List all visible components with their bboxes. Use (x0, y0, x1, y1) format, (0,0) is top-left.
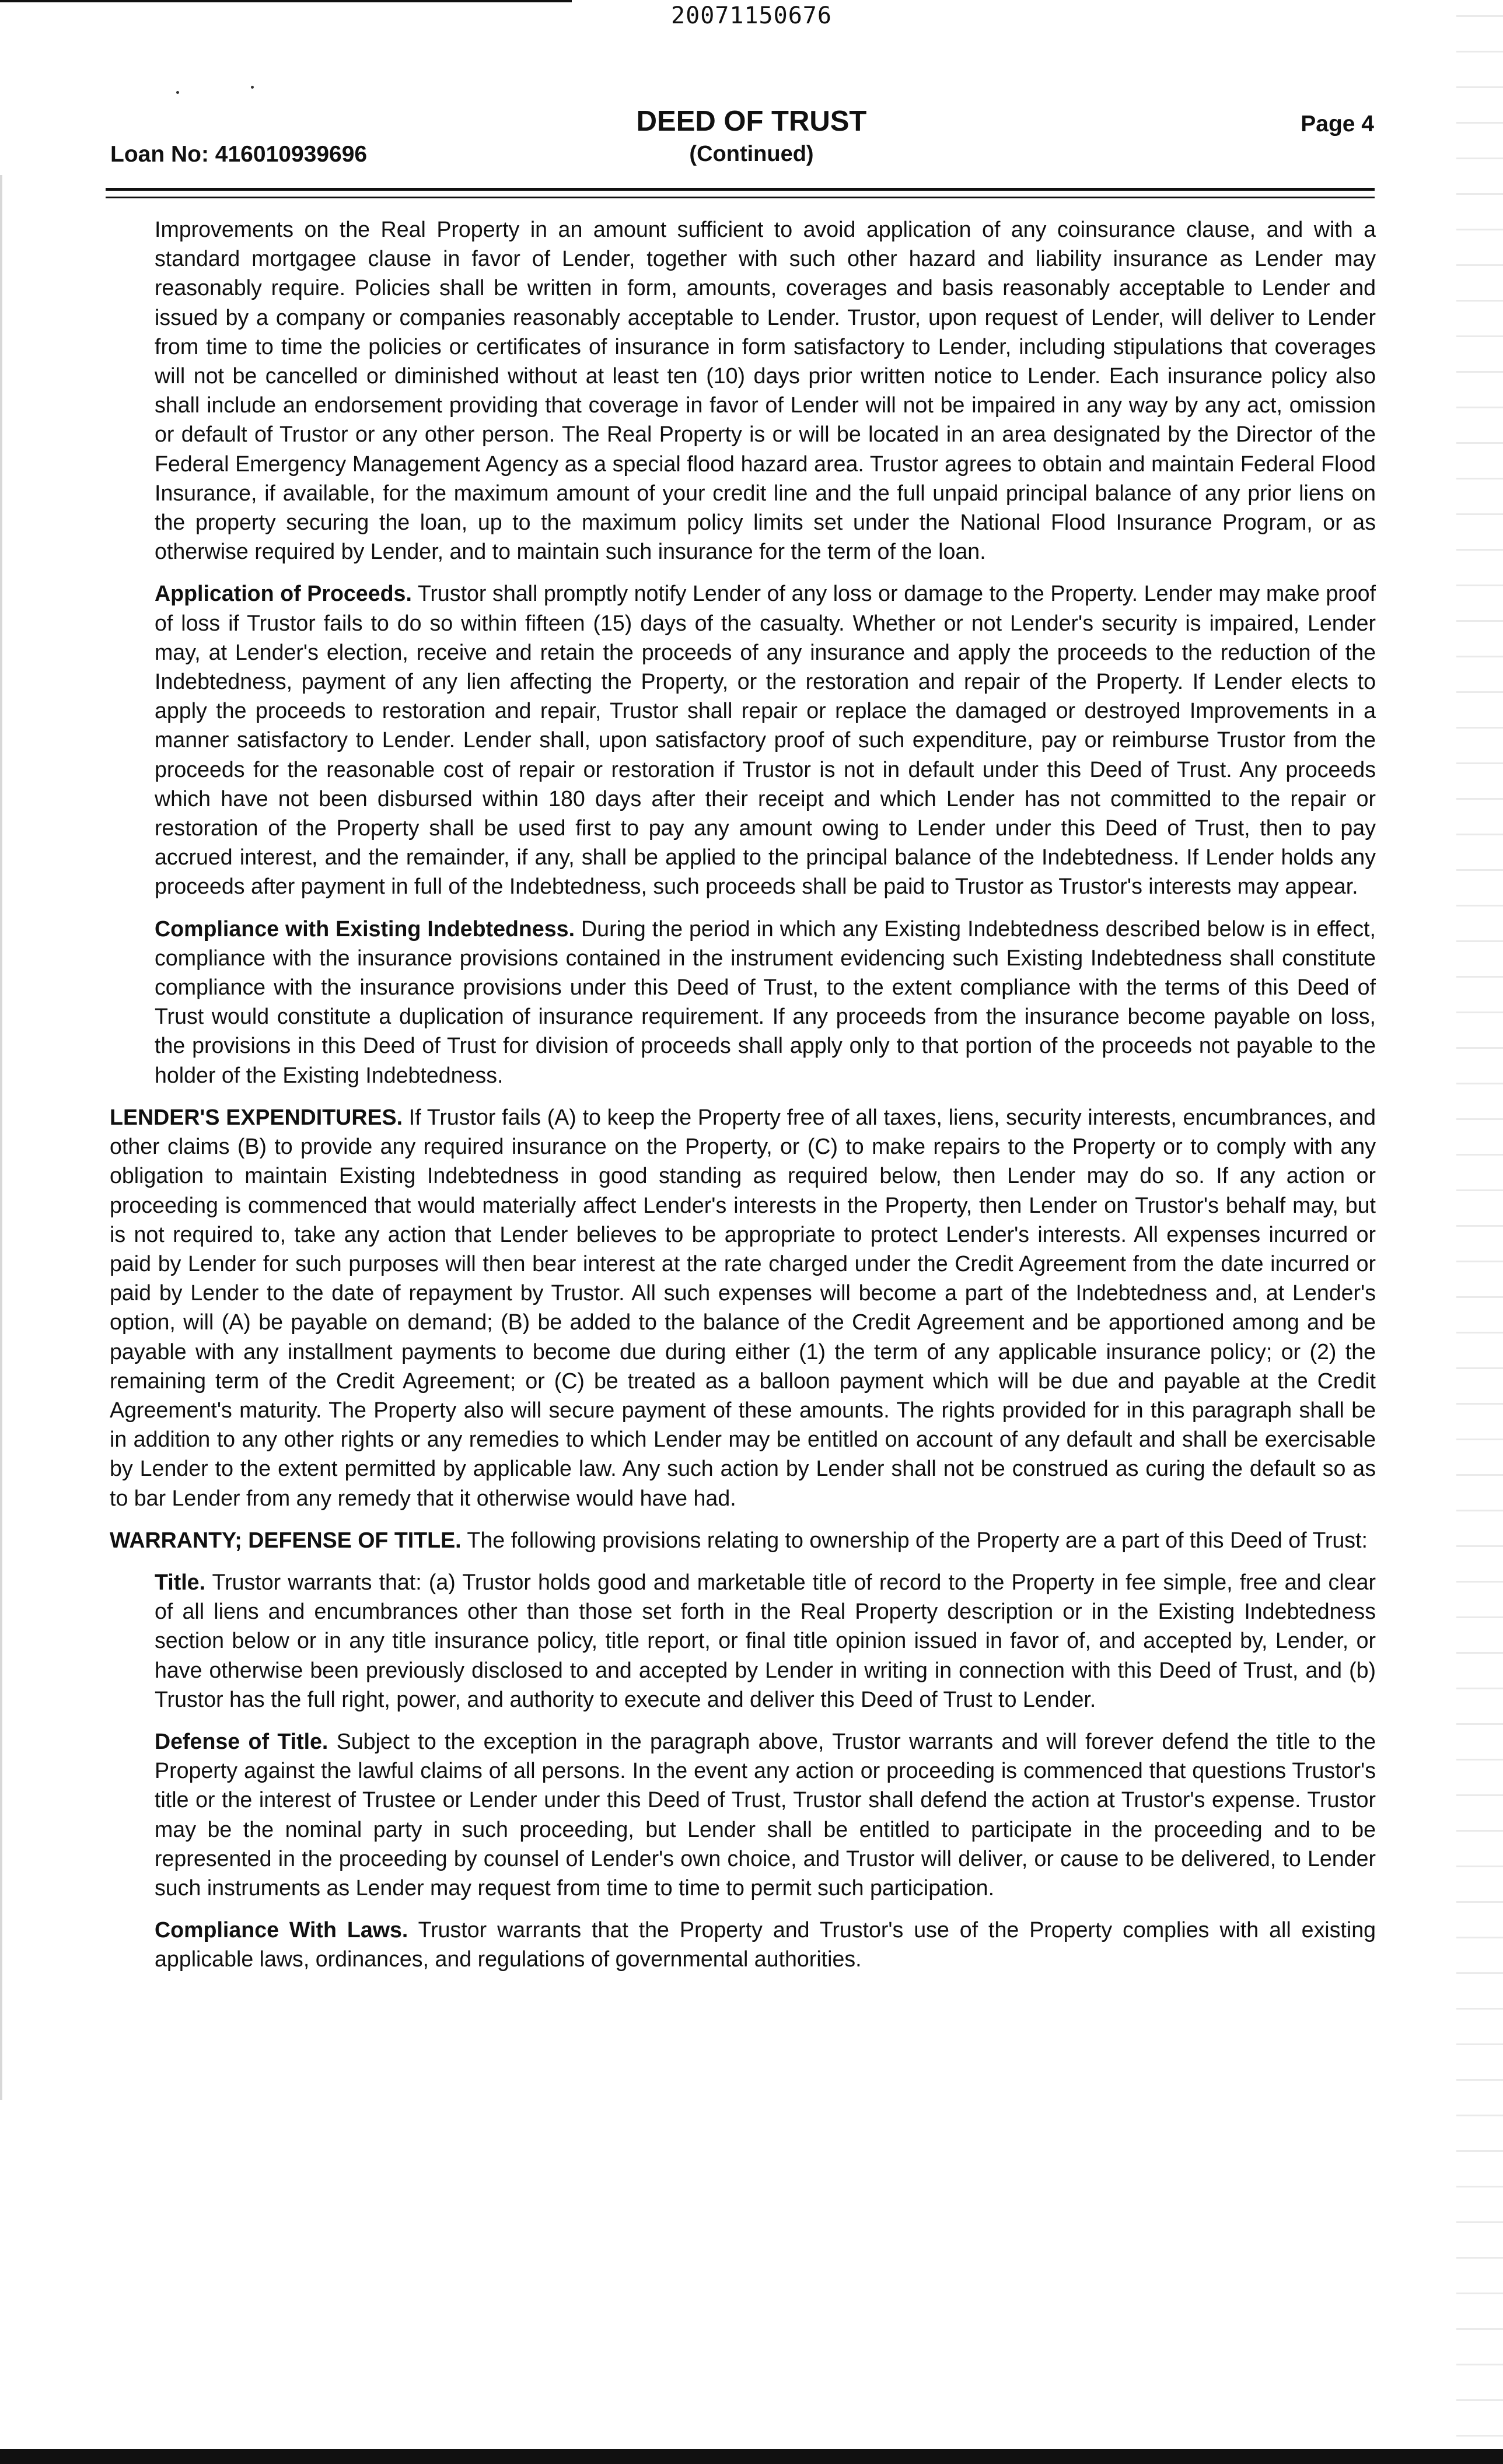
section-heading: Application of Proceeds. (155, 581, 412, 606)
scan-speck (251, 86, 254, 89)
title-paragraph (110, 1567, 1376, 1714)
warranty-defense-title-paragraph (110, 1525, 1376, 1555)
paragraph-text: Trustor shall promptly notify Lender of any loss or damage to the Property. Lender may make proof of loss if Trustor fails to do so within fifteen (15) days of the casualty. Whether or not Lender's security is impaired, Lender may, at Lender's election, receive and retain the proceeds of any insurance and apply the proceeds to the reduction of the Indebtedness, payment of any lien affecting the Property, or the restoration and repair of the Property. If Lender elects to apply the proceeds to restoration and repair, Trustor shall repair or replace the damaged or destroyed Improvements in a manner satisfactory to Lender. Lender shall, upon satisfactory proof of such expenditure, pay or reimburse Trustor from the proceeds for the reasonable cost of repair or restoration if Trustor is not in default under this Deed of Trust. Any proceeds which have not been disbursed within 180 days after their receipt and which Lender has not committed to the repair or restoration of the Property shall be used first to pay any amount owing to Lender under this Deed of Trust, then to pay accrued interest, and the remainder, if any, shall be applied to the principal balance of the Indebtedness. If Lender holds any proceeds after payment in full of the Indebtedness, such proceeds shall be paid to Trustor as Trustor's interests may appear. (155, 581, 1376, 899)
section-heading: LENDER'S EXPENDITURES. (110, 1104, 403, 1129)
section-heading: Compliance With Laws. (155, 1917, 408, 1943)
paragraph-text: Subject to the exception in the paragraph above, Trustor warrants and will forever defend the title to the Property against the lawful claims of all persons. In the event any action or proceeding is commenced that questions Trustor's title or the interest of Trustee or Lender under this Deed of Trust, Trustor shall defend the action at Trustor's expense. Trustor may be the nominal party in such proceeding, but Lender shall be entitled to participate in the proceeding and to be represented in the proceeding by counsel of Lender's own choice, and Trustor will deliver, or cause to be delivered, to Lender such instruments as Lender may request from time to time to permit such participation. (155, 1728, 1376, 1900)
lenders-expenditures-paragraph (110, 1102, 1376, 1513)
document-body (110, 215, 1376, 1987)
paragraph-text: During the period in which any Existing Indebtedness described below is in effect, compliance with the insurance provisions contained in the instrument evidencing such Existing Indebtedness shall constitute compliance with the insurance provisions under this Deed of Trust, to the extent compliance with the terms of this Deed of Trust would constitute a duplication of insurance requirement. If any proceeds from the insurance become payable on loss, the provisions in this Deed of Trust for division of proceeds shall apply only to that portion of the proceeds not payable to the holder of the Existing Indebtedness. (155, 916, 1376, 1087)
section-heading: Defense of Title. (155, 1728, 328, 1754)
document-title: DEED OF TRUST (636, 106, 867, 137)
section-heading: Title. (155, 1569, 206, 1594)
document-subtitle: (Continued) (689, 142, 814, 166)
paragraph-text: If Trustor fails (A) to keep the Property free of all taxes, liens, security interests, encumbrances, and other claims (B) to provide any required insurance on the Property, or (C) to make repairs to the Property or to comply with any obligation to maintain Existing Indebtedness in good standing as required below, then Lender may do so. If any action or proceeding is commenced that would materially affect Lender's interests in the Property, then Lender on Trustor's behalf may, but is not required to, take any action that Lender believes to be appropriate to protect Lender's interests. All expenses incurred or paid by Lender for such purposes will then bear interest at the rate charged under the Credit Agreement from the date incurred or paid by Lender to the date of repayment by Trustor. All such expenses will become a part of the Indebtedness and, at Lender's option, will (A) be payable on demand; (B) be added to the balance of the Credit Agreement and be apportioned among and be payable with any installment payments to become due during either (1) the term of any applicable insurance policy; or (2) the remaining term of the Credit Agreement; or (C) be treated as a balloon payment which will be due and payable at the Credit Agreement's maturity. The Property also will secure payment of these amounts. The rights provided for in this paragraph shall be in addition to any other rights or any remedies to which Lender may be entitled on account of any default and shall be exercisable by Lender to the extent permitted by applicable law. Any such action by Lender shall not be construed as curing the default so as to bar Lender from any remedy that it otherwise would have had. (110, 1104, 1376, 1510)
header-rule-thin (106, 197, 1375, 198)
left-scan-edge (0, 175, 2, 2100)
bottom-scan-border (0, 2449, 1503, 2464)
loan-number: Loan No: 416010939696 (110, 142, 368, 167)
compliance-with-laws-paragraph (110, 1915, 1376, 1973)
recording-number: 20071150676 (671, 2, 832, 29)
scan-speck (176, 91, 179, 94)
paragraph-text: The following provisions relating to ownership of the Property are a part of this Deed of Trust: (467, 1527, 1368, 1552)
header-rule-thick (106, 188, 1375, 191)
right-scan-edge (1456, 0, 1503, 2464)
page-number: Page 4 (1301, 111, 1374, 136)
insurance-continued-paragraph (110, 215, 1376, 566)
application-of-proceeds-paragraph (110, 579, 1376, 901)
section-heading: Compliance with Existing Indebtedness. (155, 916, 575, 941)
paragraph-text: Improvements on the Real Property in an amount sufficient to avoid application of any coinsurance clause, and with a standard mortgagee clause in favor of Lender, together with such other hazard and liability insurance as Lender may reasonably require. Policies shall be written in form, amounts, coverages and basis reasonably acceptable to Lender and issued by a company or companies reasonably acceptable to Lender. Trustor, upon request of Lender, will deliver to Lender from time to time the policies or certificates of insurance in form satisfactory to Lender, including stipulations that coverages will not be cancelled or diminished without at least ten (10) days prior written notice to Lender. Each insurance policy also shall include an endorsement providing that coverage in favor of Lender will not be impaired in any way by any act, omission or default of Trustor or any other person. The Real Property is or will be located in an area designated by the Director of the Federal Emergency Management Agency as a special flood hazard area. Trustor agrees to obtain and maintain Federal Flood Insurance, if available, for the maximum amount of your credit line and the full unpaid principal balance of any prior liens on the property securing the loan, up to the maximum policy limits set under the National Flood Insurance Program, or as otherwise required by Lender, and to maintain such insurance for the term of the loan. (155, 217, 1376, 564)
section-heading: WARRANTY; DEFENSE OF TITLE. (110, 1527, 462, 1552)
compliance-existing-indebtedness-paragraph (110, 914, 1376, 1090)
defense-of-title-paragraph (110, 1727, 1376, 1902)
paragraph-text: Trustor warrants that the Property and Trustor's use of the Property complies with all existing applicable laws, ordinances, and regulations of governmental authorities. (155, 1917, 1376, 1972)
paragraph-text: Trustor warrants that: (a) Trustor holds good and marketable title of record to the Property in fee simple, free and clear of all liens and encumbrances other than those set forth in the Real Property description or in the Existing Indebtedness section below or in any title insurance policy, title report, or final title opinion issued in favor of, and accepted by, Lender, or have otherwise been previously disclosed to and accepted by Lender in writing in connection with this Deed of Trust, and (b) Trustor has the full right, power, and authority to execute and deliver this Deed of Trust to Lender. (155, 1569, 1376, 1712)
